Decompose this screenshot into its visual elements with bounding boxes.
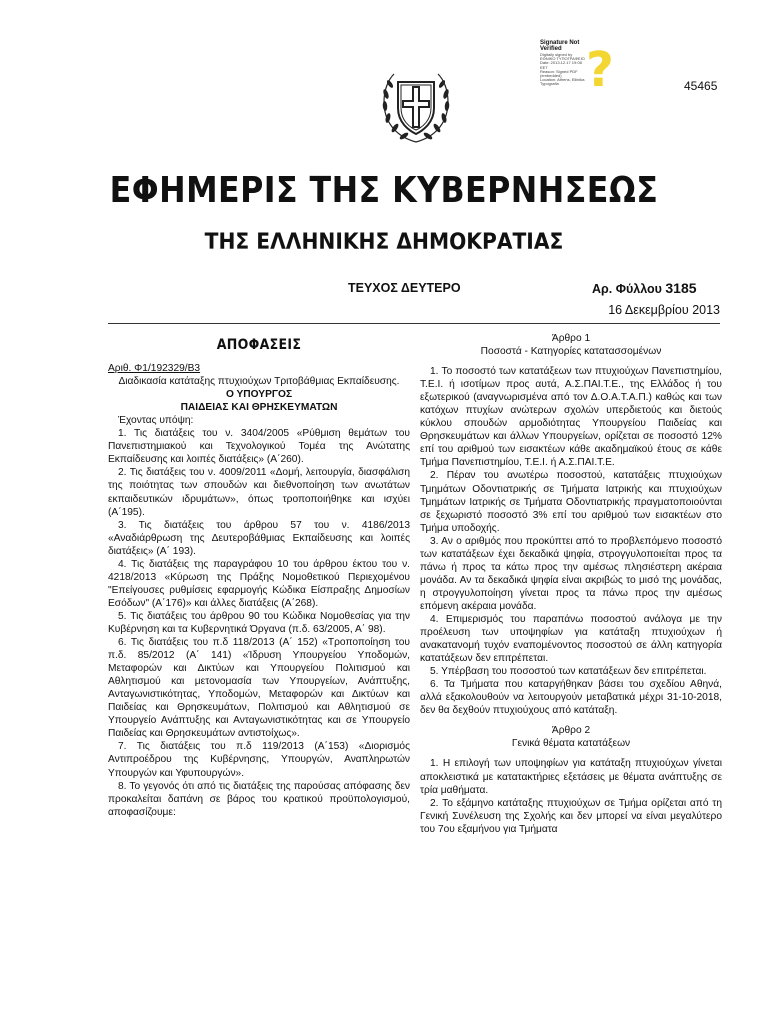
svg-text:?: ? [586, 44, 614, 94]
article-paragraph: 4. Επιμερισμός του παραπάνω ποσοστού ανάλογα με την προέλευση των υποψηφίων για κατάταξη πτυχιούχων ή ανακατανομή τυχόν εναπομένοντος ποσοστού σε άλλη κατηγορία κατατάξεων δεν επιτρέπεται. [420, 613, 722, 665]
article-paragraph: 2. Πέραν του ανωτέρω ποσοστού, κατατάξεις πτυχιούχων Τμημάτων Οδοντιατρικής σε Τμήματα Ιατρικής και πτυχιούχων Τμημάτων Ιατρικής σε Τμήματα Οδοντιατρικής πραγματοποιούνται σε ξεχωριστό ποσοστό 3% επί του αριθμού των εισακτέων στο Τμήμα υποδοχής. [420, 470, 722, 534]
recital-paragraph: 7. Τις διατάξεις του π.δ 119/2013 (Α΄153) «Διορισμός Αντιπροέδρου της Κυβέρνησης, Υπουργών, Αναπληρωτών Υπουργών και Υφυπουργών». [108, 741, 410, 779]
signature-status: Signature Not Verified [540, 40, 580, 52]
digital-signature-stamp [540, 40, 630, 102]
left-column [108, 332, 410, 819]
minister-line-2: ΠΑΙΔΕΙΑΣ ΚΑΙ ΘΡΗΣΚΕΥΜΑΤΩΝ [180, 402, 338, 414]
article-2-title: Άρθρο 2 [551, 725, 591, 737]
recital-paragraph: 5. Τις διατάξεις του άρθρου 90 του Κώδικα Νομοθεσίας για την Κυβέρνηση και τα Κυβερνητικά Όργανα (π.δ. 63/2005, Α΄ 98). [108, 610, 410, 635]
decision-reference: Αριθ. Φ1/192329/Β3 [108, 363, 201, 375]
minister-line-1: Ο ΥΠΟΥΡΓΟΣ [225, 389, 293, 401]
sheet-label: Αρ. Φύλλου [592, 282, 662, 296]
recital-paragraph: 6. Τις διατάξεις του π.δ 118/2013 (Α΄ 152) «Τροποποίηση του π.δ. 85/2012 (Α΄ 141) «Ίδρυση Υπουργείου Υποδομών, Μεταφορών και Δικτύων και Υπουργείου Πολιτισμού και Αθλητισμού και μετονομασία των Υπουργείων, Ανάπτυξης, Ανταγωνιστικότητας, Υποδομών, Μεταφορών και Δικτύων και Παιδείας και Θρησκευμάτων, Πολιτισμού και Αθλητισμού σε Υπουργείο Ανάπτυξης και Ανταγωνιστικότητας και σε Υπουργείο Παιδείας και Θρησκευμάτων αντιστοίχως». [108, 637, 410, 740]
decision-subject: Διαδικασία κατάταξης πτυχιούχων Τριτοβάθμιας Εκπαίδευσης. [118, 376, 400, 388]
sheet-number: 3185 [665, 280, 697, 296]
issue-date: 16 Δεκεμβρίου 2013 [608, 303, 720, 317]
coat-of-arms-emblem [376, 64, 456, 146]
article-paragraph: 1. Το ποσοστό των κατατάξεων των πτυχιούχων Πανεπιστημίου, Τ.Ε.Ι. ή ισοτίμων προς αυτά, Α.Σ.ΠΑΙ.Τ.Ε., της Ελλάδος ή του εξωτερικού (αναγνωρισμένα από τον Δ.Ο.Α.Τ.Α.Π.) καθώς και των κατόχων πτυχίων ανώτερων σχολών υπερδιετούς και διετούς κύκλου σπουδών αρμοδιότητας Υπουργείου Παιδείας και Θρησκευμάτων και άλλων Υπουργείων, ορίζεται σε ποσοστό 12% επί του αριθμού των εισακτέων κάθε ακαδημαϊκού έτους σε κάθε Τμήμα Πανεπιστημίου, Τ.Ε.Ι. ή Α.Σ.ΠΑΙ.Τ.Ε. [420, 366, 722, 469]
header-divider [108, 323, 720, 324]
issue-page-number: 45465 [684, 79, 718, 93]
recital-paragraph: 8. Το γεγονός ότι από τις διατάξεις της παρούσας απόφασης δεν προκαλείται δαπάνη σε βάρος του κρατικού προϋπολογισμού, αποφασίζουμε: [108, 780, 410, 818]
gazette-series: ΤΕΥΧΟΣ ΔΕΥΤΕΡΟ [348, 281, 461, 295]
article-2-subtitle: Γενικά θέματα κατατάξεων [511, 738, 631, 750]
article-paragraph: 2. Το εξάμηνο κατάταξης πτυχιούχων σε Τμήμα ορίζεται από τη Γενική Συνέλευση της Σχολής και δεν μπορεί να είναι μεγαλύτερο του 7ου εξαμήνου για Τμήματα [420, 797, 722, 835]
recital-paragraph: 4. Τις διατάξεις της παραγράφου 10 του άρθρου έκτου του ν. 4218/2013 «Κύρωση της Πράξης Νομοθετικού Περιεχομένου "Επείγουσες ρυθμίσεις εφαρμογής Κώδικα Είσπραξης Δημοσίων Εσόδων" (Α΄176)» και άλλες διατάξεις (Α΄268). [108, 558, 410, 609]
spacer [420, 717, 722, 724]
article-paragraph: 3. Αν ο αριθμός που προκύπτει από το προβλεπόμενο ποσοστό των κατατάξεων έχει δεκαδικά ψηφία, στρογγυλοποιείται προς τα πάνω ή προς τα κάτω προς την αμέσως πλησιέστερη ακέραια μονάδα. Αν τα δεκαδικά ψηφία είναι ακριβώς το μισό της μονάδας, η στρογγυλοποίηση γίνεται προς τα πάνω προς την αμέσως επόμενη ακέραια μονάδα. [420, 535, 722, 612]
article-1-title: Άρθρο 1 [551, 333, 591, 344]
gazette-title: ΕΦΗΜΕΡΙΣ ΤΗΣ ΚΥΒΕΡΝΗΣΕΩΣ [109, 170, 659, 211]
article-1-subtitle: Ποσοστά - Κατηγορίες κατατασσομένων [480, 346, 662, 358]
decisions-heading: ΑΠΟΦΑΣΕΙΣ [216, 337, 302, 353]
signature-details: Digitally signed by EΘΝΙΚΟ ΤΥΠΟΓΡΑΦΕΙΟ Date: 2013.12.17 19:08 EET Reason: Signed PDF (embedded) Location: Athens, Ellinika Typografia [540, 52, 585, 87]
spacer [420, 750, 722, 757]
article-paragraph: 1. Η επιλογή των υποψηφίων για κατάταξη πτυχιούχων γίνεται αποκλειστικά με κατατακτήριες εξετάσεις με θέματα ανάπτυξης σε τρία μαθήματα. [420, 758, 722, 796]
sheet-number-line [592, 280, 697, 296]
recital-paragraph: 1. Τις διατάξεις του ν. 3404/2005 «Ρύθμιση θεμάτων του Πανεπιστημιακού και Τεχνολογικού Τομέα της Ανώτατης Εκπαίδευσης και λοιπές διατάξεις» (Α΄260). [108, 428, 410, 466]
right-column [420, 332, 722, 836]
having-regard: Έχοντας υπόψη: [118, 415, 194, 427]
article-paragraph: 6. Τα Τμήματα που καταργήθηκαν βάσει του σχεδίου Αθηνά, αλλά εξακολουθούν να λειτουργούν μεταβατικά μέχρι 31-10-2018, δεν θα δεχθούν πτυχιούχους από κατάταξη. [420, 679, 722, 717]
gazette-subtitle: ΤΗΣ ΕΛΛΗΝΙΚΗΣ ΔΗΜΟΚΡΑΤΙΑΣ [204, 230, 564, 255]
recital-paragraph: 2. Τις διατάξεις του ν. 4009/2011 «Δομή, λειτουργία, διασφάλιση της ποιότητας των σπουδών και διεθνοποίηση των ανωτάτων εκπαιδευτικών ιδρυμάτων», όπως τροποποιήθηκε και ισχύει (Α΄195). [108, 467, 410, 518]
spacer [420, 358, 722, 365]
article-paragraph: 5. Υπέρβαση του ποσοστού των κατατάξεων δεν επιτρέπεται. [430, 666, 707, 678]
recital-paragraph: 3. Τις διατάξεις του άρθρου 57 του ν. 4186/2013 «Αναδιάρθρωση της Δευτεροβάθμιας Εκπαίδευσης και λοιπές διατάξεις» (Α΄ 193). [108, 519, 410, 557]
